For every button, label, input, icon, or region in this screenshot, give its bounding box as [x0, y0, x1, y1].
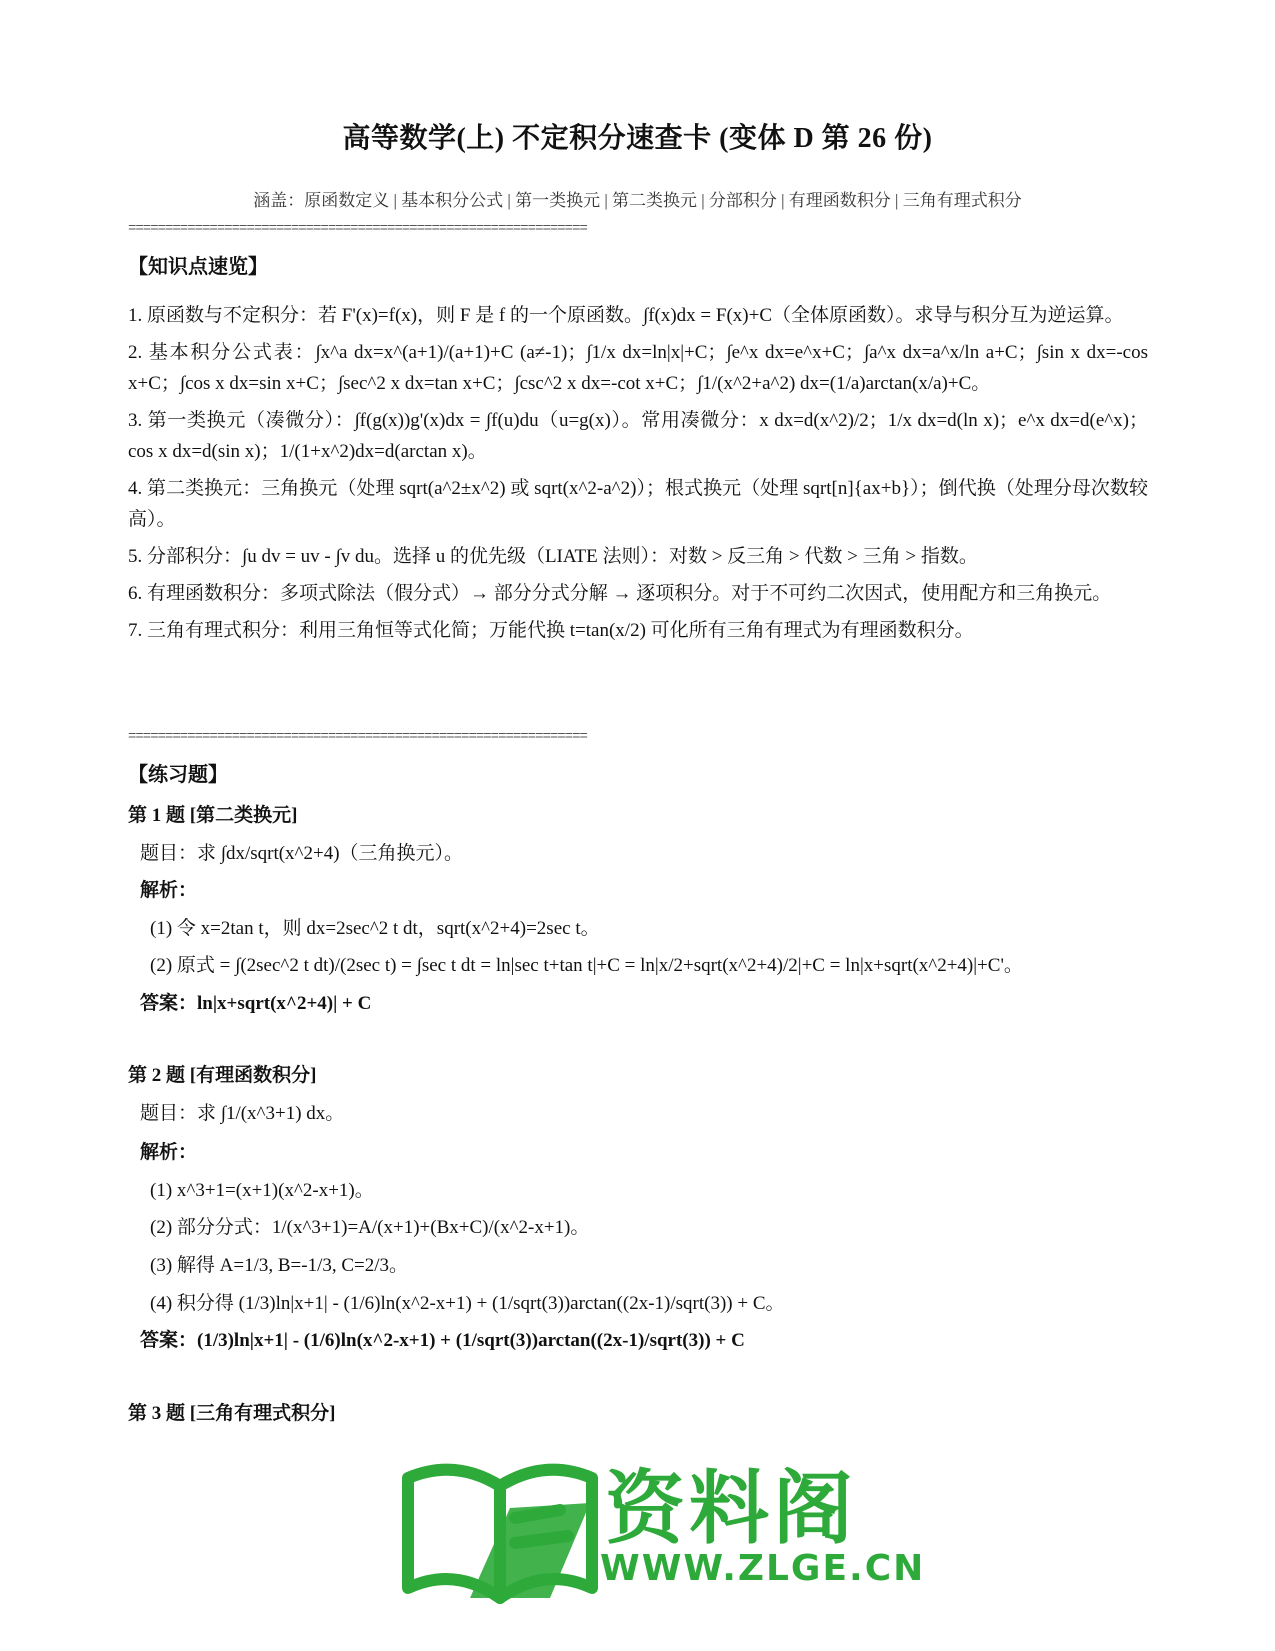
practice-heading: 【练习题】	[128, 764, 228, 786]
question-2-step: (4) 积分得 (1/3)ln|x+1| - (1/6)ln(x^2-x+1) + (1/sqrt(3))arctan((2x-1)/sqrt(3)) + C。	[150, 1293, 785, 1314]
document-title: 高等数学(上) 不定积分速查卡 (变体 D 第 26 份)	[342, 123, 933, 154]
question-2-stem: 题目：求 ∫1/(x^3+1) dx。	[140, 1103, 345, 1124]
question-1-title: 第 1 题 [第二类换元]	[128, 805, 298, 826]
document-subtitle: 涵盖：原函数定义 | 基本积分公式 | 第一类换元 | 第二类换元 | 分部积分 | 有理函数积分 | 三角有理式积分	[253, 191, 1022, 210]
knowledge-item: 3. 第一类换元（凑微分）：∫f(g(x))g'(x)dx = ∫f(u)du（u=g(x)）。常用凑微分：x dx=d(x^2)/2；1/x dx=d(ln x)；e^x dx=d(e^x)；cos x dx=d(sin x)；1/(1+x^2)dx=d(arctan x)。	[128, 410, 1148, 462]
question-2-title: 第 2 题 [有理函数积分]	[128, 1065, 317, 1086]
question-2-step: (1) x^3+1=(x+1)(x^2-x+1)。	[150, 1180, 374, 1201]
question-2-step: (3) 解得 A=1/3, B=-1/3, C=2/3。	[150, 1255, 409, 1276]
question-2-step: (2) 部分分式：1/(x^3+1)=A/(x+1)+(Bx+C)/(x^2-x+1)。	[150, 1217, 590, 1238]
question-1-stem: 题目：求 ∫dx/sqrt(x^2+4)（三角换元）。	[140, 843, 464, 864]
question-1-step: (2) 原式 = ∫(2sec^2 t dt)/(2sec t) = ∫sec t dt = ln|sec t+tan t|+C = ln|x/2+sqrt(x^2+4)/2|+C = ln|x+sqrt(x^2+4)|+C'。	[150, 955, 1023, 976]
divider-top: ==============================================================	[128, 222, 587, 236]
question-1-analysis-label: 解析：	[140, 880, 198, 901]
divider-middle: ==============================================================	[128, 730, 587, 744]
knowledge-item: 4. 第二类换元：三角换元（处理 sqrt(a^2±x^2) 或 sqrt(x^2-a^2)）；根式换元（处理 sqrt[n]{ax+b}）；倒代换（处理分母次数较高）。	[128, 478, 1148, 530]
question-2-analysis-label: 解析：	[140, 1142, 198, 1163]
watermark-logo	[400, 1448, 926, 1608]
question-1-answer: 答案：ln|x+sqrt(x^2+4)| + C	[140, 993, 372, 1014]
watermark-url: WWW.ZLGE.CN	[600, 1548, 926, 1589]
watermark-name: 资料阁	[605, 1462, 857, 1555]
knowledge-item: 2. 基本积分公式表：∫x^a dx=x^(a+1)/(a+1)+C (a≠-1)；∫1/x dx=ln|x|+C；∫e^x dx=e^x+C；∫a^x dx=a^x/ln a+C；∫sin x dx=-cos x+C；∫cos x dx=sin x+C；∫sec^2 x dx=tan x+C；∫csc^2 x dx=-cot x+C；∫1/(x^2+a^2) dx=(1/a)arctan(x/a)+C。	[128, 342, 1148, 394]
knowledge-heading: 【知识点速览】	[128, 256, 268, 278]
knowledge-list	[128, 300, 1148, 652]
knowledge-item: 5. 分部积分：∫u dv = uv - ∫v du。选择 u 的优先级（LIATE 法则）：对数 > 反三角 > 代数 > 三角 > 指数。	[128, 546, 978, 567]
question-1-step: (1) 令 x=2tan t，则 dx=2sec^2 t dt，sqrt(x^2+4)=2sec t。	[150, 918, 600, 939]
open-book-icon	[400, 1448, 600, 1608]
knowledge-item: 7. 三角有理式积分：利用三角恒等式化简；万能代换 t=tan(x/2) 可化所有三角有理式为有理函数积分。	[128, 620, 974, 641]
question-3-title: 第 3 题 [三角有理式积分]	[128, 1403, 336, 1424]
knowledge-item: 1. 原函数与不定积分：若 F'(x)=f(x)，则 F 是 f 的一个原函数。∫f(x)dx = F(x)+C（全体原函数）。求导与积分互为逆运算。	[128, 305, 1124, 326]
knowledge-item: 6. 有理函数积分：多项式除法（假分式）→ 部分分式分解 → 逐项积分。对于不可约二次因式，使用配方和三角换元。	[128, 583, 1112, 604]
question-2-answer: 答案：(1/3)ln|x+1| - (1/6)ln(x^2-x+1) + (1/sqrt(3))arctan((2x-1)/sqrt(3)) + C	[140, 1330, 745, 1351]
